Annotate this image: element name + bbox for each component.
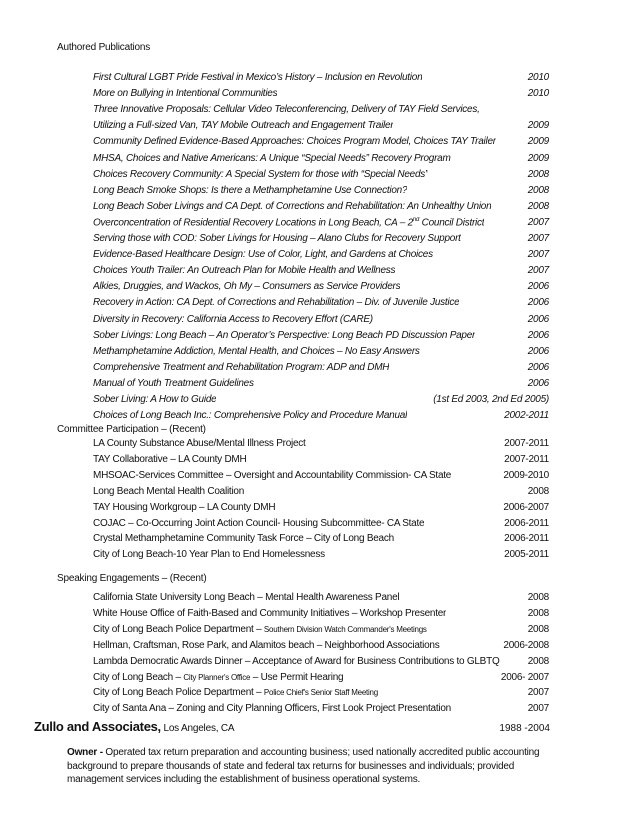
speaking-item-year: 2008: [527, 623, 549, 635]
committee-item: [93, 454, 549, 469]
committee-item-title: LA County Substance Abuse/Mental Illness Project: [93, 438, 306, 449]
company-header: [34, 718, 550, 736]
publication-item-year: 2008: [527, 168, 549, 180]
publication-item-title: Sober Livings: Long Beach – An Operator’s Perspective: Long Beach PD Discussion Paper: [93, 329, 476, 341]
publication-item: [93, 249, 549, 264]
publication-item-title: Long Beach Sober Livings and CA Dept. of Corrections and Rehabilitation: An Unhealthy Union: [93, 200, 492, 212]
publication-item: [93, 330, 549, 345]
committee-item: [93, 470, 549, 485]
speaking-item-title: City of Long Beach Police Department – Southern Division Watch Commander's Meetings: [93, 623, 427, 635]
publication-item-title: Sober Living: A How to Guide: [93, 394, 217, 405]
publication-item-title: More on Bullying in Intentional Communities: [93, 88, 278, 100]
committee-item-title: COJAC – Co-Occurring Joint Action Council- Housing Subcommittee- CA State: [93, 517, 425, 529]
publication-item: [93, 153, 549, 168]
committee-item-year: 2009-2010: [503, 469, 549, 481]
speaking-item: [93, 687, 549, 702]
publication-item: [93, 314, 549, 329]
committee-item-year: 2006-2011: [504, 517, 549, 529]
publication-item-title: Utilizing a Full-sized Van, TAY Mobile Outreach and Engagement Trailer: [93, 120, 394, 132]
speaking-item: [93, 640, 549, 655]
publication-item-year: 2009: [527, 152, 549, 164]
committee-item-title: TAY Collaborative – LA County DMH: [93, 453, 247, 465]
publication-item: [93, 394, 549, 409]
publication-item-year: 2010: [527, 72, 549, 83]
speaking-item-title: California State University Long Beach – Mental Health Awareness Panel: [93, 592, 400, 603]
publication-item-title: Choices of Long Beach Inc.: Comprehensive Policy and Procedure Manual: [93, 410, 408, 422]
publication-item: [93, 362, 549, 377]
publication-item-title: Recovery in Action: CA Dept. of Corrections and Rehabilitation – Div. of Juvenile Justice: [93, 297, 460, 309]
publication-item: [93, 88, 549, 103]
publication-item: [93, 201, 549, 216]
publication-item: [93, 410, 549, 425]
publication-item-title: Comprehensive Treatment and Rehabilitation Program: ADP and DMH: [93, 361, 390, 373]
speaking-item-title: Lambda Democratic Awards Dinner – Acceptance of Award for Business Contributions to GLBTQ: [93, 655, 500, 667]
speaking-item: [93, 703, 549, 718]
speaking-item-year: 2006- 2007: [500, 671, 549, 683]
publication-item-year: 2008: [527, 184, 549, 196]
committee-item-title: TAY Housing Workgroup – LA County DMH: [93, 501, 276, 513]
publication-item: [93, 185, 549, 200]
committee-item: [93, 502, 549, 517]
publication-item-title: MHSA, Choices and Native Americans: A Unique “Special Needs” Recovery Program: [93, 152, 451, 164]
role-label: Owner -: [67, 747, 103, 758]
committee-item: [93, 518, 549, 533]
company-description: [67, 746, 567, 787]
publication-item-year: 2006: [527, 329, 549, 341]
committee-item-year: 2008: [527, 485, 549, 497]
publication-item: [93, 233, 549, 248]
publication-item: [93, 136, 549, 151]
publication-item-year: 2009: [527, 120, 549, 132]
speaking-item: [93, 592, 549, 607]
publication-item: [93, 120, 549, 135]
committee-item: [93, 438, 549, 453]
publication-item-year: 2006: [527, 313, 549, 325]
publication-item-title: Long Beach Smoke Shops: Is there a Methamphetamine Use Connection?: [93, 184, 408, 196]
publication-item: [93, 104, 549, 119]
publication-item-year: 2007: [527, 233, 549, 244]
publication-item: [93, 281, 549, 296]
speaking-item-year: 2007: [527, 687, 549, 699]
speaking-heading: Speaking Engagements – (Recent): [57, 573, 207, 584]
speaking-item-year: 2006-2008: [503, 639, 549, 651]
company-name: Zullo and Associates,: [34, 719, 161, 734]
publication-item-title: Alkies, Druggies, and Wackos, Oh My – Consumers as Service Providers: [93, 281, 401, 293]
publications-heading: Authored Publications: [57, 42, 151, 53]
speaking-item: [93, 672, 549, 687]
publication-item-year: 2002-2011: [504, 410, 549, 422]
speaking-item-title: City of Long Beach Police Department – Police Chief's Senior Staff Meeting: [93, 687, 378, 699]
publication-item-title: Evidence-Based Healthcare Design: Use of Color, Light, and Gardens at Choices: [93, 249, 433, 261]
committee-item-title: Long Beach Mental Health Coalition: [93, 485, 245, 497]
publication-item-year: 2006: [527, 377, 549, 389]
publication-item: [93, 72, 549, 87]
speaking-item-year: 2007: [527, 703, 549, 715]
publication-item-title: Choices Recovery Community: A Special System for those with “Special Needs”: [93, 168, 429, 180]
speaking-item-title: City of Long Beach – City Planner's Office – Use Permit Hearing: [93, 671, 344, 683]
speaking-item-title: Hellman, Craftsman, Rose Park, and Alamitos beach – Neighborhood Associations: [93, 639, 440, 651]
publication-item: [93, 265, 549, 280]
speaking-item-year: 2008: [527, 607, 549, 619]
committee-item-title: MHSOAC-Services Committee – Oversight and Accountability Commission- CA State: [93, 469, 452, 481]
publication-item-year: 2006: [527, 361, 549, 373]
role-description: Operated tax return preparation and accounting business; used nationally accredited public accounting background to prepare thousands of state and federal tax returns for businesses and individuals; provided management services including the establishment of business operational systems.: [67, 747, 540, 785]
committee-item: [93, 486, 549, 501]
publication-item-title: Three Innovative Proposals: Cellular Video Teleconferencing, Delivery of TAY Field Services,: [93, 104, 480, 116]
publication-item-year: 2007: [527, 217, 549, 229]
publication-item-year: 2009: [527, 136, 549, 148]
publication-item-year: 2006: [527, 345, 549, 357]
publication-item-year: 2008: [527, 200, 549, 212]
publication-item-year: 2010: [527, 88, 549, 100]
publication-item: [93, 297, 549, 312]
publication-item: [93, 169, 549, 184]
committee-item-year: 2007-2011: [504, 438, 549, 449]
speaking-item: [93, 624, 549, 639]
publication-item-title: Choices Youth Trailer: An Outreach Plan for Mobile Health and Wellness: [93, 265, 396, 277]
publication-item-title: First Cultural LGBT Pride Festival in Mexico’s History – Inclusion en Revolution: [93, 72, 423, 83]
publication-item-year: 2007: [527, 249, 549, 261]
publication-item-title: Serving those with COD: Sober Livings for Housing – Alano Clubs for Recovery Support: [93, 233, 461, 244]
speaking-item-title: White House Office of Faith-Based and Community Initiatives – Workshop Presenter: [93, 607, 447, 619]
committee-item-title: City of Long Beach-10 Year Plan to End Homelessness: [93, 549, 325, 561]
publication-item-title: Overconcentration of Residential Recovery Locations in Long Beach, CA – 2nd Council District: [93, 216, 485, 229]
publication-item-year: 2006: [527, 281, 549, 293]
publication-item-year: (1st Ed 2003, 2nd Ed 2005): [433, 394, 549, 405]
publication-item-title: Diversity in Recovery: California Access to Recovery Effort (CARE): [93, 313, 373, 325]
publication-item: [93, 217, 549, 232]
committee-item-year: 2006-2011: [504, 533, 549, 545]
publication-item-year: 2006: [527, 297, 549, 309]
committee-item-title: Crystal Methamphetamine Community Task Force – City of Long Beach: [93, 533, 394, 545]
speaking-item-year: 2008: [527, 592, 549, 603]
publication-item-title: Community Defined Evidence-Based Approaches: Choices Program Model, Choices TAY Trailer: [93, 136, 496, 148]
publication-item-title: Methamphetamine Addiction, Mental Health, and Choices – No Easy Answers: [93, 345, 420, 357]
speaking-item: [93, 608, 549, 623]
committee-item-year: 2006-2007: [503, 501, 549, 513]
company-location: Los Angeles, CA: [160, 723, 235, 734]
company-dates: 1988 -2004: [499, 723, 550, 734]
committee-item-year: 2005-2011: [504, 549, 549, 561]
publication-item-title: Manual of Youth Treatment Guidelines: [93, 377, 254, 389]
committee-heading: Committee Participation – (Recent): [57, 424, 206, 435]
speaking-item: [93, 656, 549, 671]
committee-item: [93, 549, 549, 564]
speaking-item-title: City of Santa Ana – Zoning and City Planning Officers, First Look Project Presentation: [93, 703, 451, 715]
publication-item: [93, 378, 549, 393]
publication-item-year: 2007: [527, 265, 549, 277]
publication-item: [93, 346, 549, 361]
committee-item: [93, 533, 549, 548]
committee-item-year: 2007-2011: [504, 453, 549, 465]
speaking-item-year: 2008: [527, 655, 549, 667]
